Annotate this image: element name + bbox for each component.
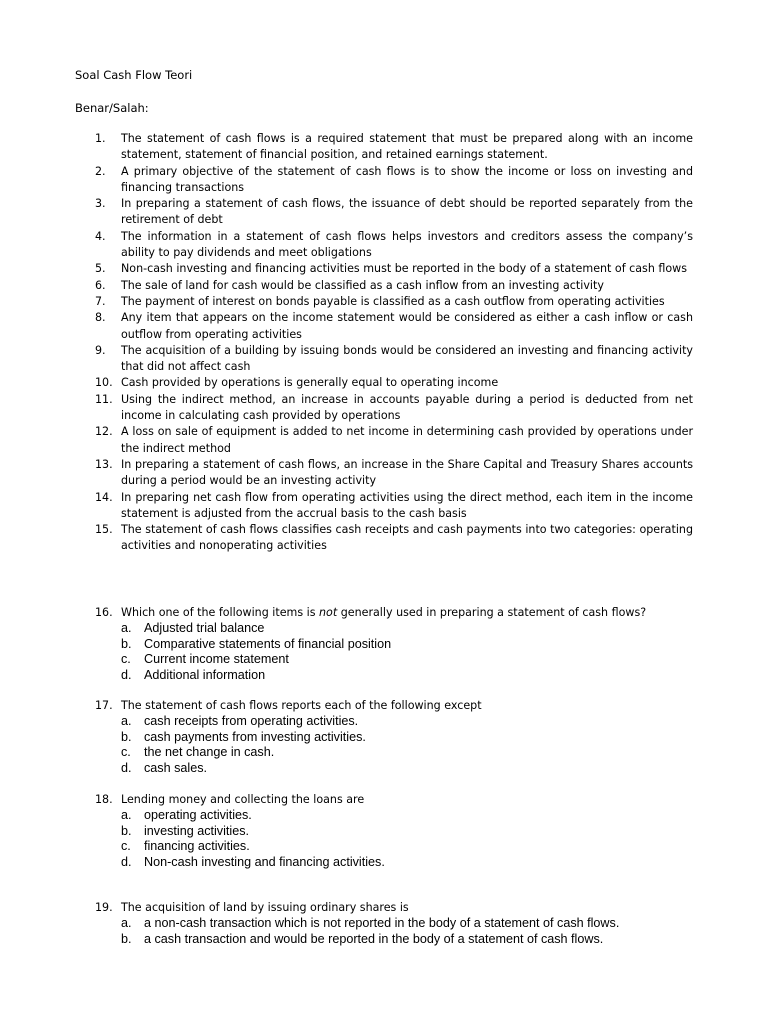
list-item: [95, 229, 693, 262]
option-text: investing activities.: [144, 823, 249, 838]
option-item: [95, 714, 693, 730]
item-number: 7.: [95, 294, 106, 308]
option-letter: d.: [121, 760, 132, 775]
item-number: 2.: [95, 164, 106, 178]
item-number: 12.: [95, 425, 113, 439]
option-letter: a.: [121, 808, 132, 822]
item-number: 13.: [95, 457, 113, 471]
item-number: 3.: [95, 197, 106, 211]
item-text: In preparing a statement of cash flows, an increase in the Share Capital and Treasury Shares accounts during a period would be an investing activity: [121, 457, 693, 488]
option-item: [95, 824, 693, 840]
option-text: Non-cash investing and financing activities.: [144, 854, 385, 869]
item-number: 8.: [95, 311, 106, 325]
question-stem: [95, 792, 693, 808]
item-text: Cash provided by operations is generally equal to operating income: [121, 376, 499, 390]
list-item: [95, 310, 693, 343]
option-text: a cash transaction and would be reported in the body of a statement of cash flows.: [144, 931, 604, 946]
option-text: cash payments from investing activities.: [144, 729, 366, 744]
item-number: 1.: [95, 132, 106, 145]
option-text: the net change in cash.: [144, 745, 275, 759]
list-item: [95, 457, 693, 490]
option-letter: a.: [121, 916, 132, 930]
question-number: 19.: [95, 901, 113, 914]
item-text: In preparing net cash flow from operating activities using the direct method, each item in the income statement is adjusted from the accrual basis to the cash basis: [121, 490, 693, 520]
option-list: [95, 714, 693, 776]
item-number: 5.: [95, 262, 106, 276]
item-number: 9.: [95, 343, 106, 357]
stem-text: Lending money and collecting the loans are: [121, 793, 365, 806]
item-text: Any item that appears on the income statement would be considered as either a cash inflow or cash outflow from operating activities: [121, 311, 693, 341]
question-17: [95, 698, 693, 776]
option-letter: d.: [121, 667, 132, 682]
option-letter: a.: [121, 621, 132, 635]
item-text: Using the indirect method, an increase in accounts payable during a period is deducted from net income in calculating cash provided by operations: [121, 392, 693, 423]
list-item: [95, 490, 693, 523]
list-item: [95, 522, 693, 555]
option-text: Adjusted trial balance: [144, 621, 265, 635]
item-number: 6.: [95, 278, 106, 292]
list-item: [95, 424, 693, 457]
item-text: The sale of land for cash would be classified as a cash inflow from an investing activity: [121, 278, 604, 292]
item-text: A loss on sale of equipment is added to net income in determining cash provided by operations under the indirect method: [121, 425, 693, 455]
list-item: [95, 375, 693, 391]
question-stem: [95, 605, 693, 621]
option-letter: c.: [121, 745, 131, 759]
question-number: 18.: [95, 793, 113, 806]
option-item: [95, 839, 693, 855]
question-stem: [95, 698, 693, 714]
option-item: [95, 855, 693, 871]
option-item: [95, 668, 693, 684]
question-18: [95, 792, 693, 870]
option-letter: b.: [121, 823, 132, 838]
question-stem: [95, 900, 693, 916]
option-item: [95, 652, 693, 668]
option-item: [95, 745, 693, 761]
option-item: [95, 637, 693, 653]
list-item: [95, 343, 693, 376]
item-number: 15.: [95, 523, 113, 537]
item-text: The acquisition of a building by issuing bonds would be considered an investing and financing activity that did not affect cash: [121, 343, 693, 374]
list-item: [95, 164, 693, 197]
question-16: [95, 605, 693, 683]
option-letter: b.: [121, 729, 132, 744]
option-text: cash receipts from operating activities.: [144, 714, 359, 728]
option-item: [95, 761, 693, 777]
option-text: operating activities.: [144, 808, 252, 822]
option-text: a non-cash transaction which is not reported in the body of a statement of cash flows.: [144, 916, 620, 930]
option-item: [95, 932, 693, 948]
option-text: Current income statement: [144, 652, 289, 666]
item-number: 4.: [95, 229, 106, 243]
option-letter: b.: [121, 636, 132, 651]
stem-text: The statement of cash flows reports each of the following except: [121, 699, 482, 712]
option-text: Comparative statements of financial position: [144, 636, 392, 651]
option-letter: b.: [121, 931, 132, 946]
item-number: 14.: [95, 490, 113, 504]
option-text: Additional information: [144, 667, 266, 682]
stem-text: The acquisition of land by issuing ordinary shares is: [121, 901, 409, 914]
option-item: [95, 916, 693, 932]
question-number: 16.: [95, 606, 113, 619]
option-item: [95, 808, 693, 824]
stem-emphasis: not: [319, 606, 338, 619]
question-19: [95, 900, 693, 947]
item-text: The payment of interest on bonds payable is classified as a cash outflow from operating activities: [121, 294, 665, 308]
item-text: A primary objective of the statement of cash flows is to show the income or loss on investing and financing transactions: [121, 164, 693, 194]
list-item: [95, 294, 693, 310]
true-false-list: [95, 131, 693, 555]
option-list: [95, 621, 693, 683]
list-item: [95, 261, 693, 277]
item-text: The statement of cash flows is a required statement that must be prepared along with an income statement, statement of financial position, and retained earnings statement.: [121, 132, 693, 162]
stem-text-end: generally used in preparing a statement of cash flows?: [337, 606, 647, 619]
option-letter: c.: [121, 839, 131, 853]
option-list: [95, 808, 693, 870]
document-title: Soal Cash Flow Teori: [75, 68, 193, 82]
item-number: 10.: [95, 376, 113, 390]
section-label: Benar/Salah:: [75, 101, 149, 115]
question-number: 17.: [95, 699, 113, 712]
list-item: [95, 131, 693, 164]
list-item: [95, 278, 693, 294]
option-letter: d.: [121, 854, 132, 869]
option-item: [95, 621, 693, 637]
option-letter: c.: [121, 652, 131, 666]
item-text: The statement of cash flows classifies cash receipts and cash payments into two categories: operating activities and nonoperating activities: [121, 523, 693, 553]
option-letter: a.: [121, 714, 132, 728]
item-number: 11.: [95, 392, 113, 406]
item-text: Non-cash investing and financing activities must be reported in the body of a statement of cash flows: [121, 262, 688, 276]
option-text: cash sales.: [144, 760, 207, 775]
option-item: [95, 730, 693, 746]
item-text: In preparing a statement of cash flows, the issuance of debt should be reported separately from the retirement of debt: [121, 197, 693, 227]
option-text: financing activities.: [144, 839, 250, 853]
item-text: The information in a statement of cash flows helps investors and creditors assess the company’s ability to pay dividends and meet obligations: [121, 229, 693, 260]
stem-text: Which one of the following items is: [121, 606, 320, 619]
list-item: [95, 392, 693, 425]
list-item: [95, 196, 693, 229]
option-list: [95, 916, 693, 947]
